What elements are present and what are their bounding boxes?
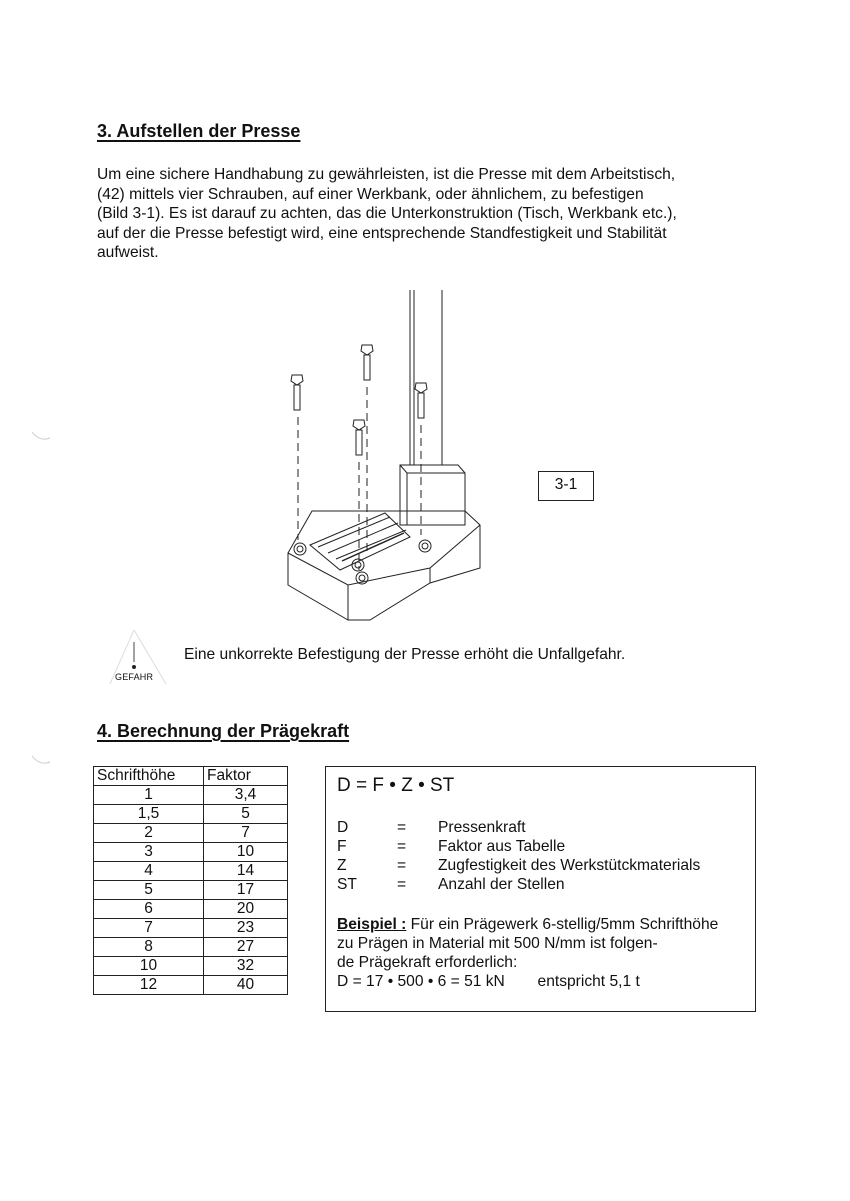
table-row	[94, 976, 288, 995]
example-calculation: D = 17 • 500 • 6 = 51 kN	[337, 973, 505, 990]
legend-equals: =	[397, 838, 407, 855]
legend-description: Pressenkraft	[438, 819, 526, 836]
press-mounting-figure	[270, 285, 490, 625]
table-cell: 14	[204, 862, 288, 881]
factor-table	[93, 766, 288, 995]
table-header-cell: Faktor	[204, 767, 288, 786]
table-cell: 17	[204, 881, 288, 900]
section-3-heading: 3. Aufstellen der Presse	[97, 121, 301, 141]
legend-symbol: D	[337, 819, 349, 836]
legend-symbol: ST	[337, 876, 357, 893]
legend-description: Anzahl der Stellen	[438, 876, 565, 893]
paragraph-line: aufweist.	[97, 244, 159, 262]
legend-description: Zugfestigkeit des Werkstütckmaterials	[438, 857, 701, 874]
legend-equals: =	[397, 857, 407, 874]
paragraph-line: (Bild 3-1). Es ist darauf zu achten, das die Unterkonstruktion (Tisch, Werkbank etc.),	[97, 205, 677, 223]
table-row	[94, 824, 288, 843]
table-cell: 4	[94, 862, 204, 881]
legend-symbol: F	[337, 838, 347, 855]
table-cell: 32	[204, 957, 288, 976]
table-row	[94, 805, 288, 824]
legend-description: Faktor aus Tabelle	[438, 838, 566, 855]
legend-equals: =	[397, 819, 407, 836]
table-cell: 3	[94, 843, 204, 862]
table-cell: 6	[94, 900, 204, 919]
table-row	[94, 919, 288, 938]
legend-row	[337, 857, 747, 876]
table-cell: 1,5	[94, 805, 204, 824]
table-cell: 40	[204, 976, 288, 995]
table-cell: 23	[204, 919, 288, 938]
table-cell: 12	[94, 976, 204, 995]
example-line: de Prägekraft erforderlich:	[337, 954, 518, 971]
figure-label: 3-1	[538, 471, 594, 501]
table-row	[94, 900, 288, 919]
table-row	[94, 881, 288, 900]
example-result: entspricht 5,1 t	[537, 973, 640, 990]
scan-margin-mark	[30, 752, 52, 770]
table-cell: 7	[204, 824, 288, 843]
table-header-row	[94, 767, 288, 786]
scan-margin-mark	[30, 428, 52, 446]
example-block	[337, 915, 752, 991]
legend-symbol: Z	[337, 857, 347, 874]
example-calc-line	[337, 972, 752, 991]
table-header-cell: Schrifthöhe	[94, 767, 204, 786]
table-cell: 8	[94, 938, 204, 957]
section-4-heading: 4. Berechnung der Prägekraft	[97, 721, 350, 741]
paragraph-line: Um eine sichere Handhabung zu gewährleisten, ist die Presse mit dem Arbeitstisch,	[97, 166, 676, 183]
table-cell: 10	[94, 957, 204, 976]
table-row	[94, 786, 288, 805]
table-cell: 5	[94, 881, 204, 900]
table-cell: 10	[204, 843, 288, 862]
table-cell: 27	[204, 938, 288, 957]
table-row	[94, 862, 288, 881]
legend-row	[337, 876, 747, 895]
table-row	[94, 843, 288, 862]
legend-equals: =	[397, 876, 407, 893]
table-cell: 2	[94, 824, 204, 843]
table-cell: 3,4	[204, 786, 288, 805]
table-cell: 5	[204, 805, 288, 824]
example-text: Für ein Prägewerk 6-stellig/5mm Schrifthöhe	[406, 916, 719, 933]
warning-icon-label: GEFAHR	[115, 672, 154, 682]
legend-row	[337, 819, 747, 838]
formula-box	[325, 766, 756, 1012]
formula: D = F • Z • ST	[337, 775, 455, 796]
table-row	[94, 938, 288, 957]
table-cell: 7	[94, 919, 204, 938]
legend-row	[337, 838, 747, 857]
table-cell: 1	[94, 786, 204, 805]
section-3-paragraph	[97, 165, 757, 263]
example-line	[337, 915, 752, 934]
warning-text: Eine unkorrekte Befestigung der Presse erhöht die Unfallgefahr.	[184, 646, 626, 663]
paragraph-line: (42) mittels vier Schrauben, auf einer Werkbank, oder ähnlichem, zu befestigen	[97, 185, 644, 203]
paragraph-line: auf der die Presse befestigt wird, eine entsprechende Standfestigkeit und Stabilität	[97, 224, 667, 242]
table-row	[94, 957, 288, 976]
table-cell: 20	[204, 900, 288, 919]
example-label: Beispiel :	[337, 916, 407, 933]
example-line: zu Prägen in Material mit 500 N/mm ist folgen-	[337, 935, 658, 952]
